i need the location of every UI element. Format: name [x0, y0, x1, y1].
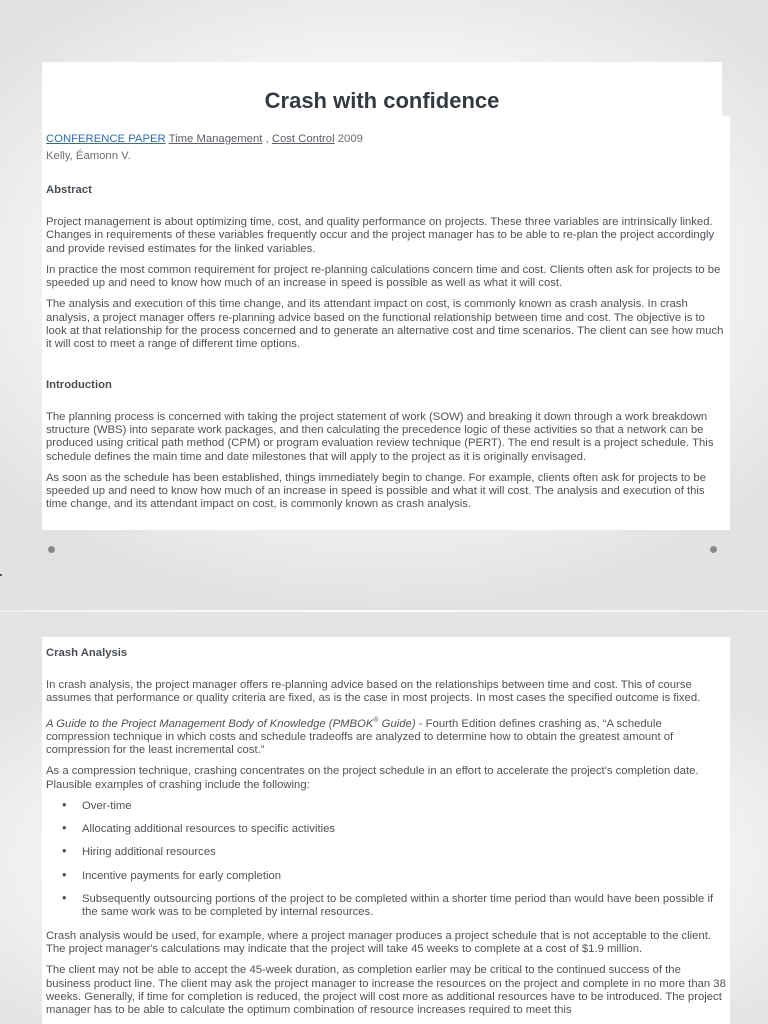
pmbok-definition-paragraph — [46, 714, 728, 758]
introduction-paragraph: As soon as the schedule has been established, things immediately begin to change. For example, clients often ask for projects to be speeded up and need to know how much of an increase in speed is possible and what it will cost. The analysis and execution of this time change, and its attendant impact on cost, is commonly known as crash analysis. — [46, 471, 706, 511]
conference-paper-link[interactable]: CONFERENCE PAPER — [46, 133, 166, 145]
pmbok-definition-text: - Fourth Edition defines crashing as, “A schedule compression technique in which costs and schedule tradeoffs are analyzed to determine how to obtain the greatest amount of compression for the least incremental cost.” — [46, 717, 674, 756]
bullet-icon: • — [62, 796, 67, 812]
pmbok-title: A Guide to the Project Management Body of Knowledge (PMBOK — [46, 717, 374, 730]
list-item — [62, 890, 728, 920]
list-item-text: Subsequently outsourcing portions of the project to be completed within a shorter time period than would have been possible if the same work was to be completed by internal resources. — [82, 893, 714, 919]
registered-mark: ® — [373, 716, 379, 724]
author: Kelly, Éamonn V. — [46, 150, 131, 162]
bullet-icon: • — [62, 866, 67, 882]
left-nav-dot[interactable] — [48, 546, 55, 553]
document-page-1 — [42, 116, 730, 530]
list-item-text: Incentive payments for early completion — [82, 869, 282, 882]
bullet-icon: • — [62, 820, 67, 836]
cost-control-link[interactable]: Cost Control — [271, 133, 335, 145]
page-title: Crash with confidence — [264, 88, 500, 113]
crash-analysis-paragraph: In crash analysis, the project manager offers re-planning advice based on the relationships between time and cost. This of course assumes that performance or quality criteria are fixed, as is the case in most projects. In most cases the specified outcome is fixed. — [46, 679, 701, 705]
category-separator: , — [265, 133, 269, 145]
abstract-paragraph: The analysis and execution of this time change, and its attendant impact on cost, is commonly known as crash analysis. In crash analysis, a project manager offers re-planning advice based on the functional relationship between time and cost. The objective is to look at that relationship for the process concerned and to generate an alternative cost and time scenarios. The client can see how much it will cost to meet a range of different time options. — [46, 298, 724, 351]
bullet-icon: • — [62, 843, 67, 859]
list-item — [62, 820, 728, 836]
crash-analysis-paragraph: Crash analysis would be used, for example, where a project manager produces a project schedule that is not acceptable to the client. The project manager's calculations may indicate that the project will take 45 weeks to complete at a cost of $1.9 million. — [46, 929, 712, 955]
edge-mark — [0, 574, 2, 576]
document-page-2 — [42, 637, 730, 1024]
right-nav-dot[interactable] — [710, 546, 717, 553]
crashing-examples-list — [46, 796, 728, 920]
time-management-link[interactable]: Time Management — [168, 133, 263, 145]
list-item — [62, 843, 728, 859]
list-item-text: Allocating additional resources to specific activities — [82, 823, 336, 836]
crash-analysis-heading: Crash Analysis — [46, 647, 128, 659]
list-item — [62, 796, 728, 813]
introduction-heading: Introduction — [46, 378, 112, 391]
abstract-paragraph: Project management is about optimizing time, cost, and quality performance on projects. These three variables are intrinsically linked. Changes in requirements of these variables frequently occur and the project manager has to be able to re-plan the project accordingly and provide revised estimates for the linked variables. — [46, 216, 715, 255]
abstract-heading: Abstract — [46, 184, 92, 196]
meta-line — [46, 131, 728, 148]
pmbok-title-end: Guide) — [378, 717, 416, 730]
list-item — [62, 866, 728, 883]
crash-analysis-paragraph: The client may not be able to accept the 45-week duration, as completion earlier may be critical to the continued success of the business product line. The client may ask the project manager to increase the resources on the project and complete in no more than 38 weeks. Generally, if time for completion is reduced, the project will cost more as additional resources have to be introduced. The project manager has to be able to calculate the optimum combination of resource increases required to meet this — [46, 964, 726, 1017]
introduction-paragraph: The planning process is concerned with taking the project statement of work (SOW) and breaking it down through a work breakdown structure (WBS) into separate work packages, and then calculating the precedence logic of these activities so that a network can be produced using critical path method (CPM) or program evaluation review technique (PERT). The end result is a project schedule. This schedule defines the main time and date milestones that will apply to the project as it is originally envisaged. — [46, 410, 714, 463]
year: 2009 — [337, 133, 363, 145]
list-item-text: Over-time — [82, 799, 132, 812]
crash-analysis-paragraph: As a compression technique, crashing concentrates on the project schedule in an effort to accelerate the project's completion date. Plausible examples of crashing include the following: — [46, 765, 699, 791]
abstract-paragraph: In practice the most common requirement for project re-planning calculations concern time and cost. Clients often ask for projects to be speeded up and need to know how much of an increase in speed is possible as well as what it will cost. — [46, 263, 721, 290]
list-item-text: Hiring additional resources — [82, 846, 216, 859]
bullet-icon: • — [62, 890, 67, 906]
